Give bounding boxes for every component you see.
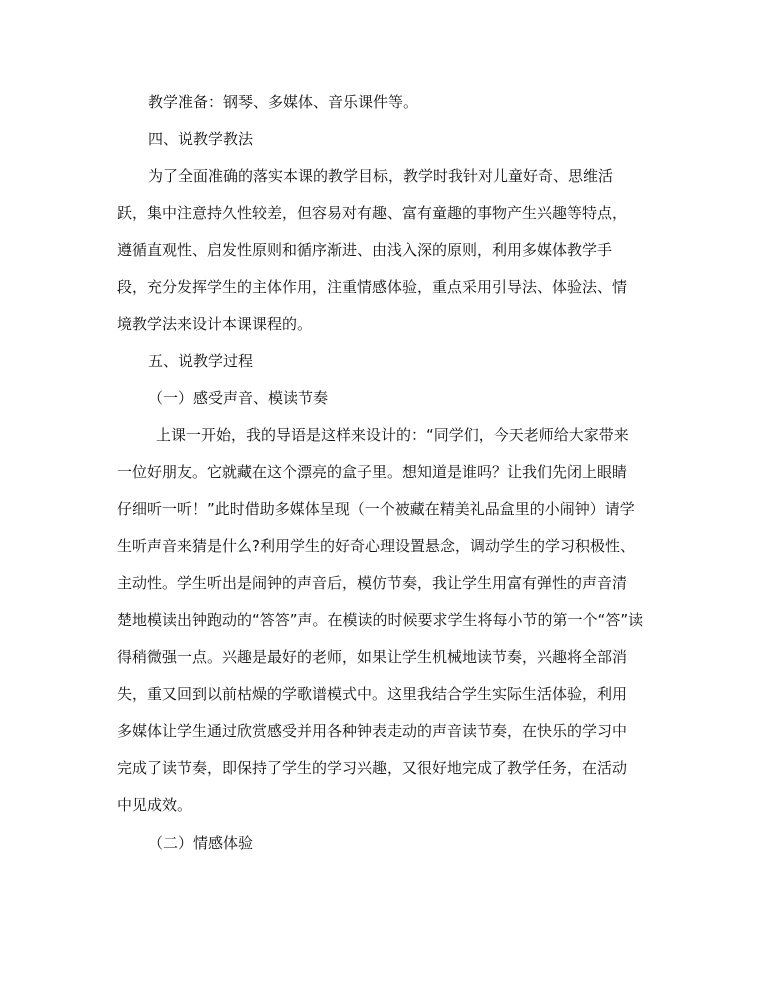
paragraph-line: 失，重又回到以前枯燥的学歌谱模式中。这里我结合学生实际生活体验，利用 <box>117 685 628 703</box>
paragraph-line: 中见成效。 <box>117 796 193 814</box>
paragraph-line: 跃，集中注意持久性较差，但容易对有趣、富有童趣的事物产生兴趣等特点， <box>117 204 628 222</box>
paragraph-line: 为了全面准确的落实本课的教学目标，教学时我针对儿童好奇、思维活 <box>148 167 614 185</box>
paragraph-line: 境教学法来设计本课课程的。 <box>117 315 313 333</box>
paragraph-line: 得稍微强一点。兴趣是最好的老师，如果让学生机械地读节奏，兴趣将全部消 <box>117 648 628 666</box>
paragraph-line: 多媒体让学生通过欣赏感受并用各种钟表走动的声音读节奏，在快乐的学习中 <box>117 722 628 740</box>
paragraph-line: 楚地模读出钟跑动的“答答”声。在模读的时候要求学生将每小节的第一个“答”读 <box>117 611 644 629</box>
teaching-preparation-line: 教学准备：钢琴、多媒体、音乐课件等。 <box>148 93 419 111</box>
paragraph-line: 上课一开始，我的导语是这样来设计的：“同学们，今天老师给大家带来 <box>156 426 629 444</box>
section-heading-teaching-methods: 四、说教学教法 <box>148 130 254 148</box>
paragraph-line: 完成了读节奏，即保持了学生的学习兴趣，又很好地完成了教学任务，在活动 <box>117 759 628 777</box>
section-heading-teaching-process: 五、说教学过程 <box>148 352 254 370</box>
paragraph-line: 生听声音来猜是什么?利用学生的好奇心理设置悬念，调动学生的学习积极性、 <box>117 537 635 555</box>
paragraph-line: 遵循直观性、启发性原则和循序渐进、由浅入深的原则，利用多媒体教学手 <box>117 241 613 259</box>
subsection-heading-2: （二）情感体验 <box>148 834 254 852</box>
paragraph-line: 段，充分发挥学生的主体作用，注重情感体验，重点采用引导法、体验法、情 <box>117 278 628 296</box>
paragraph-line: 主动性。学生听出是闹钟的声音后，模仿节奏，我让学生用富有弹性的声音清 <box>117 574 628 592</box>
paragraph-line: 一位好朋友。它就藏在这个漂亮的盒子里。想知道是谁吗？让我们先闭上眼睛 <box>117 463 628 481</box>
paragraph-line: 仔细听一听！”此时借助多媒体呈现（一个被藏在精美礼品盒里的小闹钟）请学 <box>117 500 635 518</box>
subsection-heading-1: （一）感受声音、模读节奏 <box>148 389 329 407</box>
